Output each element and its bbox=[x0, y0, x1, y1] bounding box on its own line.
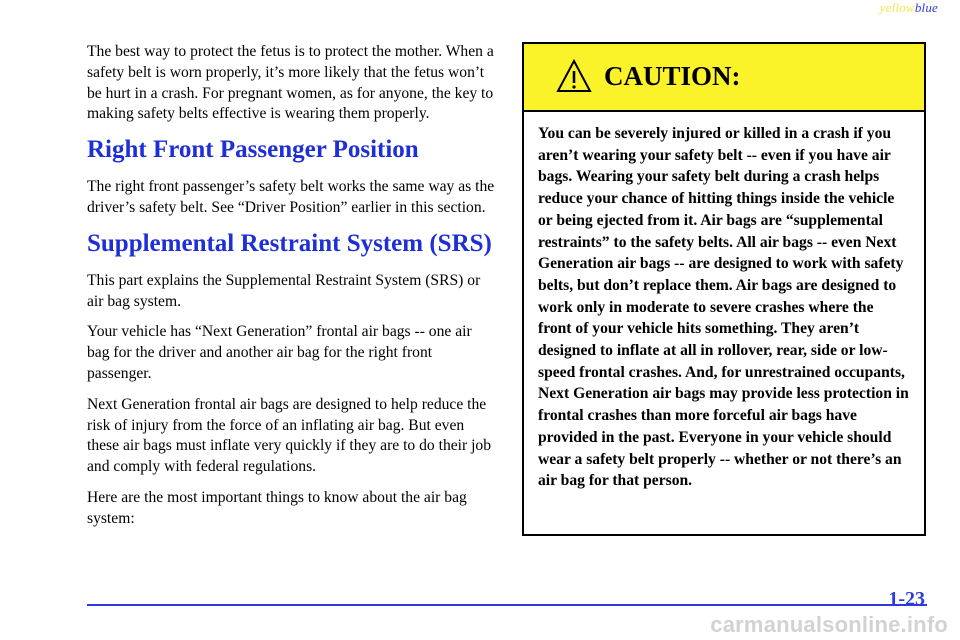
watermark: carmanualsonline.info bbox=[710, 612, 948, 637]
intro-paragraph: The best way to protect the fetus is to protect the mother. When a safety belt is worn properly, it’s more likely that the fetus won’t be hurt in a crash. For pregnant women, as for anyone, the key to making safety belts effective is wearing them properly. bbox=[87, 43, 494, 123]
footer-rule bbox=[87, 604, 927, 606]
caution-box bbox=[522, 42, 926, 536]
caution-text: You can be severely injured or killed in a crash if you aren’t wearing your safety belt -- even if you have air bags. Wearing your safety belt during a crash helps reduce your chance of hitting things inside the vehicle or being ejected from it. Air bags are “supplemental restraints” to the safety belts. All air bags -- even Next Generation air bags -- are designed to work with safety belts, but don’t replace them. Air bags are designed to work only in moderate to severe crashes where the front of your vehicle hits something. They aren’t designed to inflate at all in rollover, rear, side or low-speed frontal crashes. And, for unrestrained occupants, Next Generation air bags may provide less protection in frontal crashes than more forceful air bags have provided in the past. Everyone in your vehicle should wear a safety belt properly -- whether or not there’s an air bag for that person. bbox=[538, 125, 909, 490]
caution-title: CAUTION: bbox=[604, 61, 741, 91]
color-tag-blue: blue bbox=[914, 0, 938, 15]
passenger-paragraph: The right front passenger’s safety belt works the same way as the driver’s safety belt. See “Driver Position” earlier in this section. bbox=[87, 178, 495, 216]
color-tag-yellow: yellow bbox=[879, 0, 915, 15]
color-tag bbox=[880, 0, 938, 16]
srs-paragraph-3: Next Generation frontal air bags are designed to help reduce the risk of injury from the force of an inflating air bag. But even these air bags must inflate very quickly if they are to do their job and comply with federal regulations. bbox=[87, 395, 492, 476]
heading-srs: Supplemental Restraint System (SRS) bbox=[87, 229, 492, 257]
left-column bbox=[87, 42, 497, 540]
srs-paragraph-4: Here are the most important things to know about the air bag system: bbox=[87, 488, 467, 527]
heading-right-front-passenger: Right Front Passenger Position bbox=[87, 136, 419, 164]
caution-header bbox=[524, 44, 924, 112]
srs-paragraph-2: Your vehicle has “Next Generation” frontal air bags -- one air bag for the driver and another air bag for the right front passenger. bbox=[87, 323, 472, 382]
page-number: 1-23 bbox=[888, 588, 925, 610]
warning-triangle-icon bbox=[556, 58, 592, 94]
srs-paragraph-1: This part explains the Supplemental Restraint System (SRS) or air bag system. bbox=[87, 271, 481, 310]
